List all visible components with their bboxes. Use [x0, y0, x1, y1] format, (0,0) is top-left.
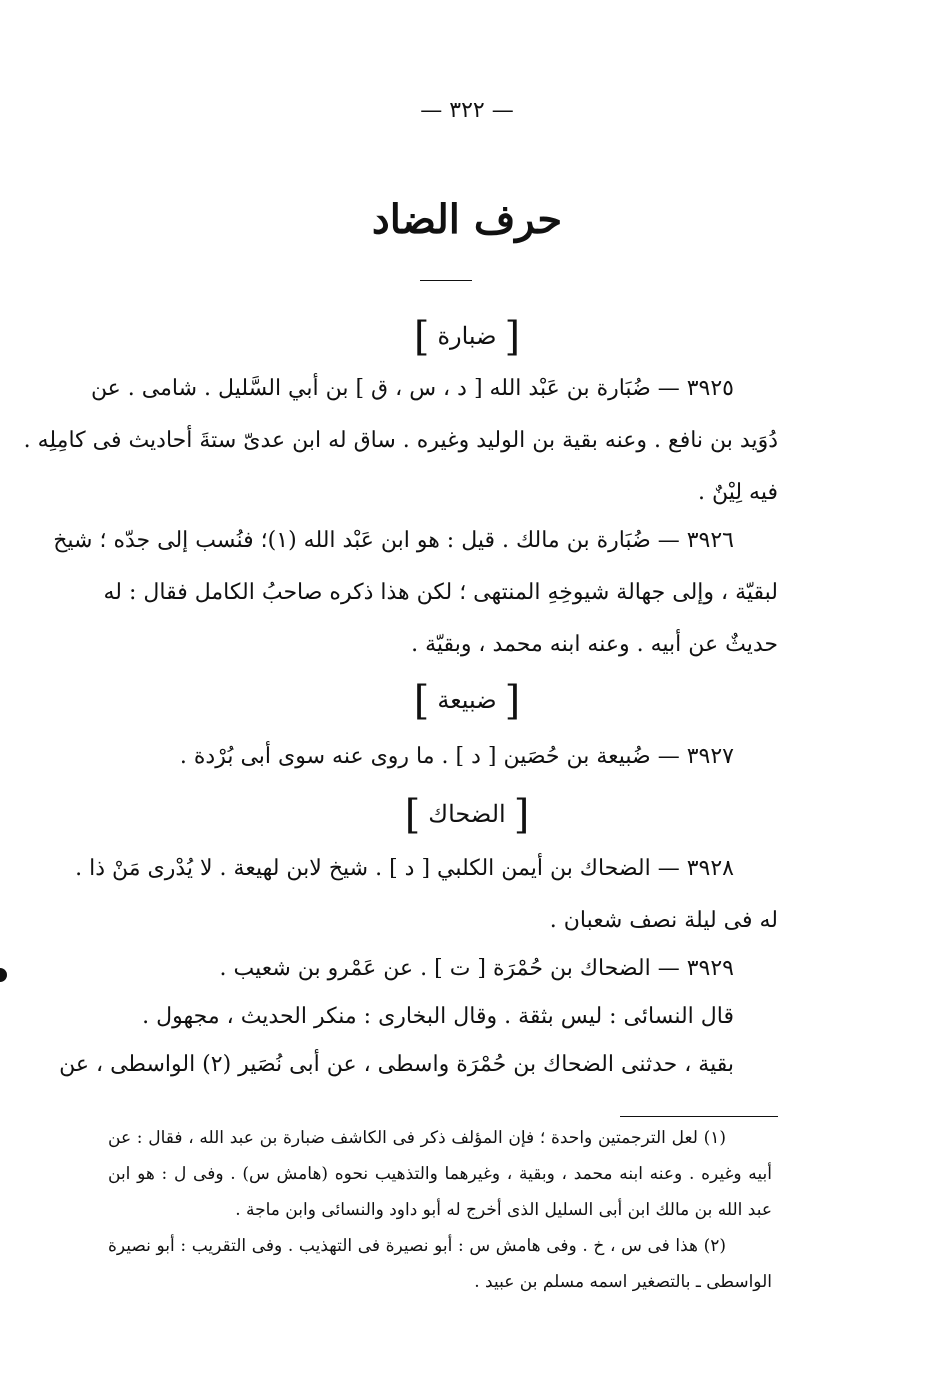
- entry-3925-line-3: فيه لِيْنٌ .: [697, 480, 778, 505]
- bracket-left: ]: [413, 314, 430, 360]
- section-heading-text: ضبارة: [437, 322, 497, 350]
- footnote-1-line-3: عبد الله بن مالك ابن أبى السليل الذى أخرج له أبو داود والنسائى وابن ماجة .: [235, 1200, 772, 1220]
- footnote-1-line-1: (١) لعل الترجمتين واحدة ؛ فإن المؤلف ذكر فى الكاشف ضبارة بن عبد الله ، فقال : عن: [108, 1128, 726, 1148]
- bracket-right: [: [504, 678, 521, 724]
- entry-3929-line-1: ٣٩٢٩ — الضحاك بن حُمْرَة [ ت ] . عن عَمْرو بن شعيب .: [219, 956, 734, 981]
- bracket-left: ]: [413, 678, 430, 724]
- entry-3926-line-3: حديثٌ عن أبيه . وعنه ابنه محمد ، وبقيّة .: [411, 632, 778, 657]
- section-heading-dhubaia: [0, 678, 934, 724]
- bracket-right: [: [504, 314, 521, 360]
- footnote-2-line-2: الواسطى ـ بالتصغير اسمه مسلم بن عبيد .: [474, 1272, 772, 1292]
- bracket-left: ]: [404, 792, 421, 838]
- footnote-1-line-2: أبيه وغيره . وعنه ابنه محمد ، وبقية ، وغيرهما والتذهيب نحوه (هامش س) . وفى ل : هو ابن: [108, 1164, 772, 1184]
- entry-3928-line-2: له فى ليلة نصف شعبان .: [549, 908, 778, 933]
- section-heading-dhubara: [0, 314, 934, 360]
- entry-3928-line-1: ٣٩٢٨ — الضحاك بن أيمن الكلبي [ د ] . شيخ لابن لهيعة . لا يُدْرى مَنْ ذا .: [75, 856, 734, 881]
- footnote-rule: [620, 1116, 778, 1117]
- entry-3926-line-1: ٣٩٢٦ — ضُبَارة بن مالك . قيل : هو ابن عَبْد الله (١)؛ فنُسب إلى جدّه ؛ شيخ: [53, 528, 734, 553]
- footnote-2-line-1: (٢) هذا فى س ، خ . وفى هامش س : أبو نصيرة فى التهذيب . وفى التقريب : أبو نصيرة: [108, 1236, 726, 1256]
- section-heading-dhahhak: [0, 792, 934, 838]
- title-rule: [420, 280, 472, 281]
- section-heading-text: الضحاك: [428, 800, 506, 828]
- chapter-title: حرف الضاد: [371, 196, 563, 243]
- entry-3927-line-1: ٣٩٢٧ — ضُبيعة بن حُصَين [ د ] . ما روى عنه سوى أبى بُرْدة .: [179, 744, 734, 769]
- margin-mark: [0, 968, 7, 982]
- entry-3925-line-2: دُوَيد بن نافع . وعنه بقية بن الوليد وغيره . ساق له ابن عدىّ ستةَ أحاديث فى كامِلِه .: [23, 428, 778, 453]
- page-number: — ٣٢٢ —: [420, 98, 514, 123]
- entry-3929-line-2: قال النسائى : ليس بثقة . وقال البخارى : منكر الحديث ، مجهول .: [142, 1004, 734, 1029]
- entry-3925-line-1: ٣٩٢٥ — ضُبَارة بن عَبْد الله [ د ، س ، ق ] بن أبي السَّليل . شامى . عن: [90, 376, 734, 401]
- entry-3926-line-2: لبقيّة ، وإلى جهالة شيوخِهِ المنتهى ؛ لكن هذا ذكره صاحبُ الكامل فقال : له: [103, 580, 778, 605]
- section-heading-text: ضبيعة: [437, 686, 497, 714]
- bracket-right: [: [513, 792, 530, 838]
- entry-3929-line-3: بقية ، حدثنى الضحاك بن حُمْرَة واسطى ، عن أبى نُصَير (٢) الواسطى ، عن: [59, 1052, 734, 1077]
